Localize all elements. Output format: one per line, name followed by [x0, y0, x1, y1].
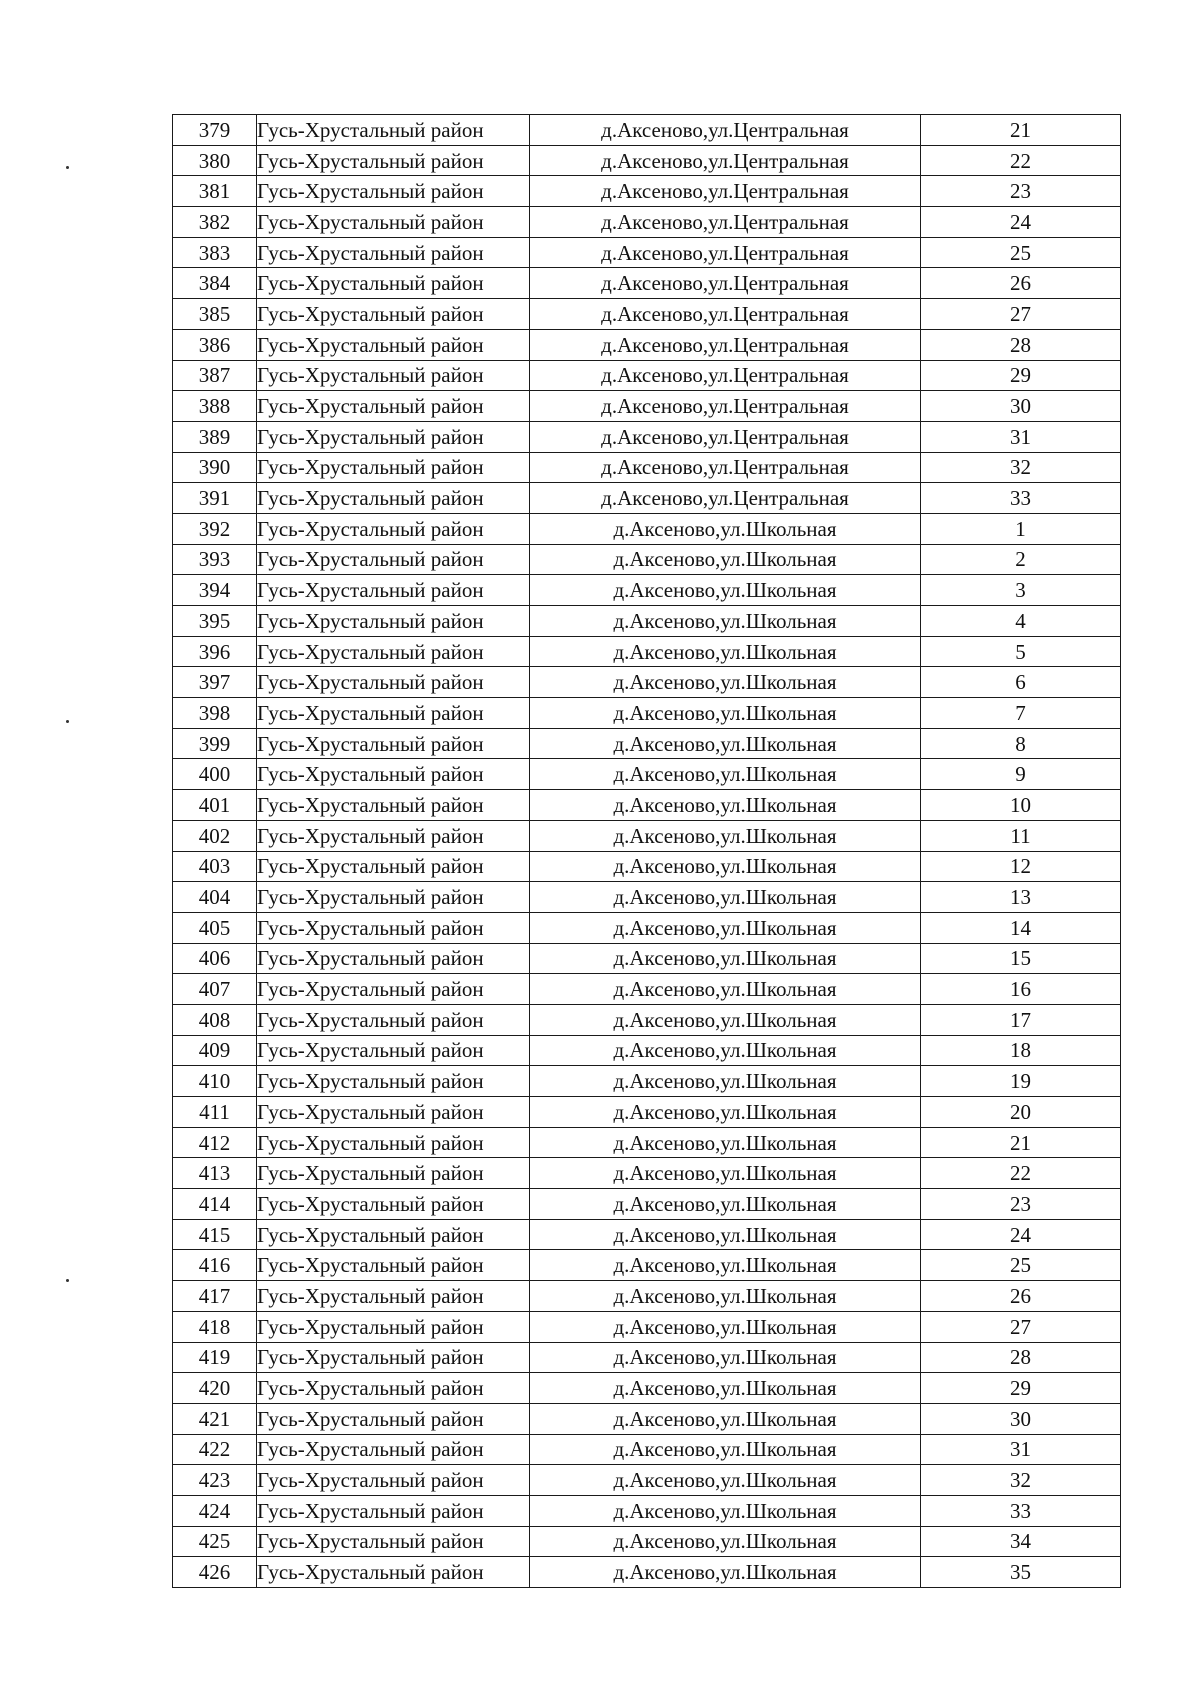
address-cell: д.Аксеново,ул.Школьная — [530, 790, 921, 821]
district-cell: Гусь-Хрустальный район — [257, 1311, 530, 1342]
table-row — [173, 207, 1121, 238]
address-cell: д.Аксеново,ул.Центральная — [530, 237, 921, 268]
row-number-cell: 385 — [173, 299, 257, 330]
scan-speck — [66, 720, 69, 723]
district-cell: Гусь-Хрустальный район — [257, 115, 530, 146]
address-cell: д.Аксеново,ул.Школьная — [530, 851, 921, 882]
address-cell: д.Аксеново,ул.Школьная — [530, 513, 921, 544]
address-cell: д.Аксеново,ул.Школьная — [530, 1189, 921, 1220]
address-cell: д.Аксеново,ул.Школьная — [530, 1250, 921, 1281]
table-row — [173, 1557, 1121, 1588]
house-number-cell: 21 — [921, 115, 1121, 146]
house-number-cell: 25 — [921, 1250, 1121, 1281]
row-number-cell: 389 — [173, 421, 257, 452]
house-number-cell: 22 — [921, 1158, 1121, 1189]
house-number-cell: 27 — [921, 299, 1121, 330]
address-cell: д.Аксеново,ул.Школьная — [530, 667, 921, 698]
house-number-cell: 28 — [921, 329, 1121, 360]
house-number-cell: 15 — [921, 943, 1121, 974]
row-number-cell: 407 — [173, 974, 257, 1005]
row-number-cell: 390 — [173, 452, 257, 483]
address-cell: д.Аксеново,ул.Школьная — [530, 820, 921, 851]
address-cell: д.Аксеново,ул.Школьная — [530, 1342, 921, 1373]
table-row — [173, 513, 1121, 544]
row-number-cell: 404 — [173, 882, 257, 913]
house-number-cell: 31 — [921, 1434, 1121, 1465]
row-number-cell: 386 — [173, 329, 257, 360]
house-number-cell: 27 — [921, 1311, 1121, 1342]
house-number-cell: 16 — [921, 974, 1121, 1005]
address-cell: д.Аксеново,ул.Школьная — [530, 882, 921, 913]
table-row — [173, 1097, 1121, 1128]
house-number-cell: 24 — [921, 1219, 1121, 1250]
table-row — [173, 421, 1121, 452]
district-cell: Гусь-Хрустальный район — [257, 1189, 530, 1220]
address-cell: д.Аксеново,ул.Школьная — [530, 575, 921, 606]
district-cell: Гусь-Хрустальный район — [257, 728, 530, 759]
district-cell: Гусь-Хрустальный район — [257, 759, 530, 790]
house-number-cell: 26 — [921, 1281, 1121, 1312]
table-row — [173, 391, 1121, 422]
row-number-cell: 387 — [173, 360, 257, 391]
row-number-cell: 411 — [173, 1097, 257, 1128]
district-cell: Гусь-Хрустальный район — [257, 912, 530, 943]
address-cell: д.Аксеново,ул.Школьная — [530, 1557, 921, 1588]
house-number-cell: 24 — [921, 207, 1121, 238]
district-cell: Гусь-Хрустальный район — [257, 391, 530, 422]
address-cell: д.Аксеново,ул.Школьная — [530, 1097, 921, 1128]
row-number-cell: 419 — [173, 1342, 257, 1373]
row-number-cell: 409 — [173, 1035, 257, 1066]
row-number-cell: 413 — [173, 1158, 257, 1189]
address-cell: д.Аксеново,ул.Школьная — [530, 1526, 921, 1557]
address-cell: д.Аксеново,ул.Школьная — [530, 636, 921, 667]
address-cell: д.Аксеново,ул.Школьная — [530, 1465, 921, 1496]
table-row — [173, 698, 1121, 729]
house-number-cell: 30 — [921, 1403, 1121, 1434]
table-row — [173, 575, 1121, 606]
address-cell: д.Аксеново,ул.Центральная — [530, 115, 921, 146]
district-cell: Гусь-Хрустальный район — [257, 820, 530, 851]
house-number-cell: 31 — [921, 421, 1121, 452]
district-cell: Гусь-Хрустальный район — [257, 176, 530, 207]
district-cell: Гусь-Хрустальный район — [257, 329, 530, 360]
row-number-cell: 401 — [173, 790, 257, 821]
row-number-cell: 395 — [173, 606, 257, 637]
table-row — [173, 1465, 1121, 1496]
scan-speck — [66, 1279, 69, 1282]
house-number-cell: 23 — [921, 176, 1121, 207]
district-cell: Гусь-Хрустальный район — [257, 1035, 530, 1066]
address-cell: д.Аксеново,ул.Школьная — [530, 1004, 921, 1035]
district-cell: Гусь-Хрустальный район — [257, 360, 530, 391]
table-row — [173, 268, 1121, 299]
house-number-cell: 32 — [921, 1465, 1121, 1496]
house-number-cell: 3 — [921, 575, 1121, 606]
address-cell: д.Аксеново,ул.Школьная — [530, 1311, 921, 1342]
address-cell: д.Аксеново,ул.Школьная — [530, 1127, 921, 1158]
district-cell: Гусь-Хрустальный район — [257, 483, 530, 514]
table-row — [173, 851, 1121, 882]
district-cell: Гусь-Хрустальный район — [257, 421, 530, 452]
table-row — [173, 1035, 1121, 1066]
row-number-cell: 402 — [173, 820, 257, 851]
table-row — [173, 299, 1121, 330]
address-cell: д.Аксеново,ул.Центральная — [530, 421, 921, 452]
table-row — [173, 1311, 1121, 1342]
row-number-cell: 392 — [173, 513, 257, 544]
district-cell: Гусь-Хрустальный район — [257, 1526, 530, 1557]
address-cell: д.Аксеново,ул.Школьная — [530, 759, 921, 790]
row-number-cell: 417 — [173, 1281, 257, 1312]
table-row — [173, 728, 1121, 759]
district-cell: Гусь-Хрустальный район — [257, 1219, 530, 1250]
address-cell: д.Аксеново,ул.Школьная — [530, 974, 921, 1005]
house-number-cell: 4 — [921, 606, 1121, 637]
district-cell: Гусь-Хрустальный район — [257, 575, 530, 606]
table-row — [173, 1281, 1121, 1312]
house-number-cell: 8 — [921, 728, 1121, 759]
row-number-cell: 423 — [173, 1465, 257, 1496]
house-number-cell: 14 — [921, 912, 1121, 943]
address-cell: д.Аксеново,ул.Центральная — [530, 483, 921, 514]
house-number-cell: 30 — [921, 391, 1121, 422]
table-row — [173, 1526, 1121, 1557]
row-number-cell: 426 — [173, 1557, 257, 1588]
district-cell: Гусь-Хрустальный район — [257, 1281, 530, 1312]
row-number-cell: 408 — [173, 1004, 257, 1035]
table-row — [173, 1250, 1121, 1281]
table-row — [173, 912, 1121, 943]
table-row — [173, 1342, 1121, 1373]
address-cell: д.Аксеново,ул.Школьная — [530, 1373, 921, 1404]
table-row — [173, 759, 1121, 790]
house-number-cell: 33 — [921, 1495, 1121, 1526]
address-cell: д.Аксеново,ул.Центральная — [530, 207, 921, 238]
row-number-cell: 400 — [173, 759, 257, 790]
table-row — [173, 667, 1121, 698]
district-cell: Гусь-Хрустальный район — [257, 145, 530, 176]
district-cell: Гусь-Хрустальный район — [257, 513, 530, 544]
address-cell: д.Аксеново,ул.Центральная — [530, 329, 921, 360]
house-number-cell: 9 — [921, 759, 1121, 790]
district-cell: Гусь-Хрустальный район — [257, 1373, 530, 1404]
row-number-cell: 382 — [173, 207, 257, 238]
house-number-cell: 22 — [921, 145, 1121, 176]
table-row — [173, 636, 1121, 667]
house-number-cell: 17 — [921, 1004, 1121, 1035]
district-cell: Гусь-Хрустальный район — [257, 1066, 530, 1097]
row-number-cell: 394 — [173, 575, 257, 606]
table-row — [173, 483, 1121, 514]
address-cell: д.Аксеново,ул.Центральная — [530, 176, 921, 207]
district-cell: Гусь-Хрустальный район — [257, 268, 530, 299]
table-row — [173, 145, 1121, 176]
house-number-cell: 1 — [921, 513, 1121, 544]
district-cell: Гусь-Хрустальный район — [257, 943, 530, 974]
table-row — [173, 820, 1121, 851]
address-cell: д.Аксеново,ул.Школьная — [530, 728, 921, 759]
house-number-cell: 19 — [921, 1066, 1121, 1097]
district-cell: Гусь-Хрустальный район — [257, 851, 530, 882]
address-cell: д.Аксеново,ул.Школьная — [530, 912, 921, 943]
district-cell: Гусь-Хрустальный район — [257, 207, 530, 238]
district-cell: Гусь-Хрустальный район — [257, 882, 530, 913]
house-number-cell: 32 — [921, 452, 1121, 483]
address-cell: д.Аксеново,ул.Школьная — [530, 1066, 921, 1097]
district-cell: Гусь-Хрустальный район — [257, 452, 530, 483]
house-number-cell: 10 — [921, 790, 1121, 821]
district-cell: Гусь-Хрустальный район — [257, 636, 530, 667]
table-row — [173, 974, 1121, 1005]
house-number-cell: 23 — [921, 1189, 1121, 1220]
house-number-cell: 28 — [921, 1342, 1121, 1373]
house-number-cell: 33 — [921, 483, 1121, 514]
table-row — [173, 790, 1121, 821]
house-number-cell: 18 — [921, 1035, 1121, 1066]
table-row — [173, 882, 1121, 913]
row-number-cell: 405 — [173, 912, 257, 943]
house-number-cell: 21 — [921, 1127, 1121, 1158]
row-number-cell: 415 — [173, 1219, 257, 1250]
row-number-cell: 421 — [173, 1403, 257, 1434]
house-number-cell: 35 — [921, 1557, 1121, 1588]
house-number-cell: 20 — [921, 1097, 1121, 1128]
district-cell: Гусь-Хрустальный район — [257, 237, 530, 268]
row-number-cell: 380 — [173, 145, 257, 176]
district-cell: Гусь-Хрустальный район — [257, 667, 530, 698]
district-cell: Гусь-Хрустальный район — [257, 1495, 530, 1526]
address-cell: д.Аксеново,ул.Школьная — [530, 1434, 921, 1465]
scan-speck — [66, 166, 69, 169]
table-row — [173, 1495, 1121, 1526]
address-cell: д.Аксеново,ул.Школьная — [530, 1495, 921, 1526]
district-cell: Гусь-Хрустальный район — [257, 1158, 530, 1189]
table-row — [173, 237, 1121, 268]
table-row — [173, 1434, 1121, 1465]
district-cell: Гусь-Хрустальный район — [257, 1127, 530, 1158]
district-cell: Гусь-Хрустальный район — [257, 1434, 530, 1465]
row-number-cell: 425 — [173, 1526, 257, 1557]
table-row — [173, 360, 1121, 391]
address-cell: д.Аксеново,ул.Центральная — [530, 145, 921, 176]
row-number-cell: 398 — [173, 698, 257, 729]
house-number-cell: 29 — [921, 1373, 1121, 1404]
row-number-cell: 384 — [173, 268, 257, 299]
district-cell: Гусь-Хрустальный район — [257, 1403, 530, 1434]
house-number-cell: 5 — [921, 636, 1121, 667]
table-row — [173, 452, 1121, 483]
address-cell: д.Аксеново,ул.Центральная — [530, 299, 921, 330]
table-row — [173, 1158, 1121, 1189]
address-cell: д.Аксеново,ул.Школьная — [530, 1281, 921, 1312]
address-cell: д.Аксеново,ул.Центральная — [530, 268, 921, 299]
address-cell: д.Аксеново,ул.Центральная — [530, 360, 921, 391]
address-cell: д.Аксеново,ул.Школьная — [530, 544, 921, 575]
table-row — [173, 1066, 1121, 1097]
row-number-cell: 422 — [173, 1434, 257, 1465]
address-cell: д.Аксеново,ул.Школьная — [530, 1219, 921, 1250]
row-number-cell: 396 — [173, 636, 257, 667]
house-number-cell: 11 — [921, 820, 1121, 851]
district-cell: Гусь-Хрустальный район — [257, 544, 530, 575]
row-number-cell: 410 — [173, 1066, 257, 1097]
row-number-cell: 418 — [173, 1311, 257, 1342]
table-row — [173, 1373, 1121, 1404]
row-number-cell: 381 — [173, 176, 257, 207]
district-cell: Гусь-Хрустальный район — [257, 698, 530, 729]
district-cell: Гусь-Хрустальный район — [257, 1342, 530, 1373]
row-number-cell: 414 — [173, 1189, 257, 1220]
row-number-cell: 397 — [173, 667, 257, 698]
table-row — [173, 943, 1121, 974]
row-number-cell: 424 — [173, 1495, 257, 1526]
district-cell: Гусь-Хрустальный район — [257, 790, 530, 821]
table-row — [173, 1219, 1121, 1250]
registry-table-body — [173, 115, 1121, 1588]
row-number-cell: 406 — [173, 943, 257, 974]
address-cell: д.Аксеново,ул.Школьная — [530, 1035, 921, 1066]
district-cell: Гусь-Хрустальный район — [257, 1097, 530, 1128]
house-number-cell: 29 — [921, 360, 1121, 391]
district-cell: Гусь-Хрустальный район — [257, 299, 530, 330]
table-row — [173, 176, 1121, 207]
house-number-cell: 25 — [921, 237, 1121, 268]
row-number-cell: 388 — [173, 391, 257, 422]
district-cell: Гусь-Хрустальный район — [257, 1557, 530, 1588]
row-number-cell: 379 — [173, 115, 257, 146]
table-row — [173, 606, 1121, 637]
address-cell: д.Аксеново,ул.Центральная — [530, 391, 921, 422]
house-number-cell: 12 — [921, 851, 1121, 882]
row-number-cell: 393 — [173, 544, 257, 575]
address-cell: д.Аксеново,ул.Школьная — [530, 606, 921, 637]
house-number-cell: 26 — [921, 268, 1121, 299]
district-cell: Гусь-Хрустальный район — [257, 974, 530, 1005]
house-number-cell: 2 — [921, 544, 1121, 575]
table-row — [173, 1189, 1121, 1220]
row-number-cell: 403 — [173, 851, 257, 882]
address-cell: д.Аксеново,ул.Школьная — [530, 1403, 921, 1434]
district-cell: Гусь-Хрустальный район — [257, 606, 530, 637]
table-row — [173, 1127, 1121, 1158]
address-cell: д.Аксеново,ул.Центральная — [530, 452, 921, 483]
address-cell: д.Аксеново,ул.Школьная — [530, 1158, 921, 1189]
row-number-cell: 383 — [173, 237, 257, 268]
row-number-cell: 412 — [173, 1127, 257, 1158]
address-cell: д.Аксеново,ул.Школьная — [530, 943, 921, 974]
row-number-cell: 391 — [173, 483, 257, 514]
district-cell: Гусь-Хрустальный район — [257, 1250, 530, 1281]
table-row — [173, 329, 1121, 360]
registry-table — [172, 114, 1121, 1588]
house-number-cell: 6 — [921, 667, 1121, 698]
row-number-cell: 420 — [173, 1373, 257, 1404]
row-number-cell: 399 — [173, 728, 257, 759]
house-number-cell: 7 — [921, 698, 1121, 729]
district-cell: Гусь-Хрустальный район — [257, 1004, 530, 1035]
table-row — [173, 544, 1121, 575]
table-row — [173, 115, 1121, 146]
address-cell: д.Аксеново,ул.Школьная — [530, 698, 921, 729]
district-cell: Гусь-Хрустальный район — [257, 1465, 530, 1496]
row-number-cell: 416 — [173, 1250, 257, 1281]
table-row — [173, 1403, 1121, 1434]
house-number-cell: 34 — [921, 1526, 1121, 1557]
house-number-cell: 13 — [921, 882, 1121, 913]
table-row — [173, 1004, 1121, 1035]
